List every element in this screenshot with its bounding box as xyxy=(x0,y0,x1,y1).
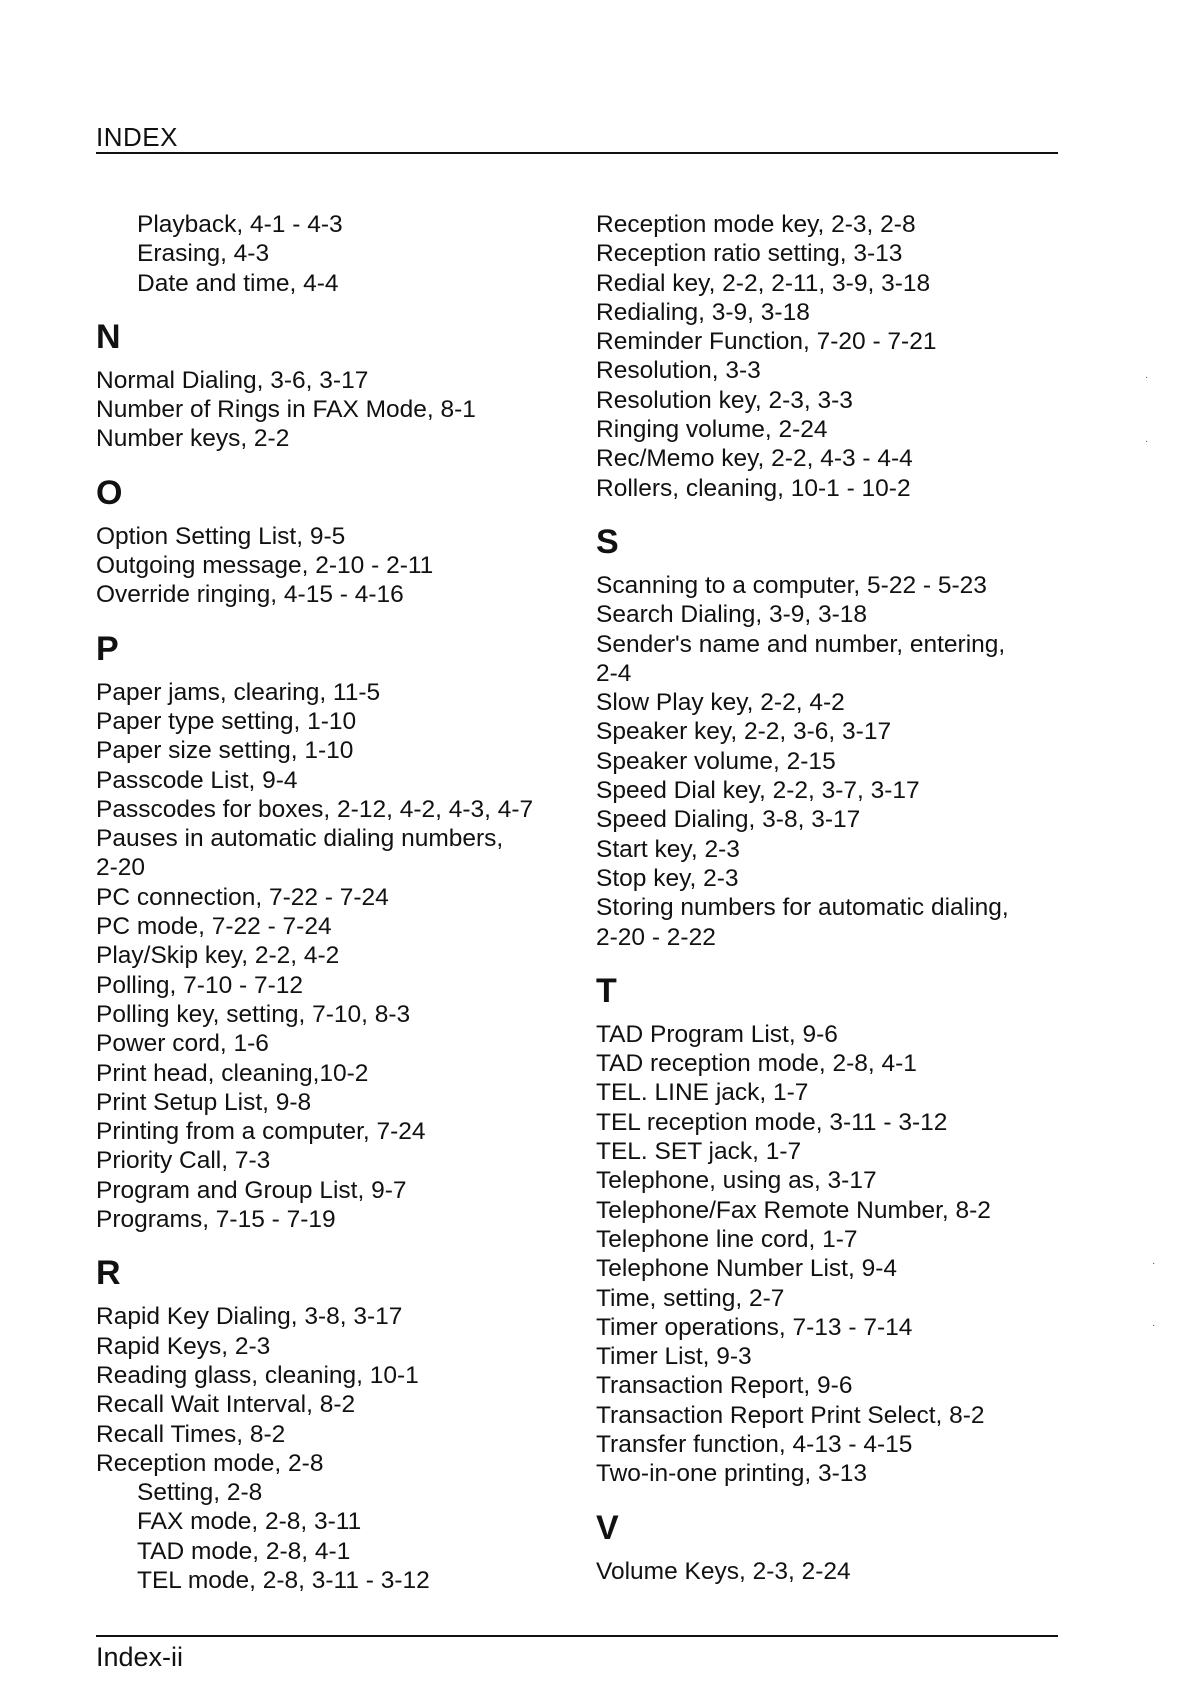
index-entry: Option Setting List, 9-5 xyxy=(96,522,346,550)
index-entry: Printing from a computer, 7-24 xyxy=(96,1118,426,1146)
index-entry: Search Dialing, 3-9, 3-18 xyxy=(596,601,868,629)
index-column-right xyxy=(596,210,1066,1586)
index-entry: Storing numbers for automatic dialing, xyxy=(596,894,1009,922)
index-entry: PC mode, 7-22 - 7-24 xyxy=(96,913,332,941)
index-entry: Speed Dial key, 2-2, 3-7, 3-17 xyxy=(596,777,920,805)
index-entry: TAD reception mode, 2-8, 4-1 xyxy=(596,1050,917,1078)
index-entry: Reading glass, cleaning, 10-1 xyxy=(96,1361,419,1389)
index-entry: TEL mode, 2-8, 3-11 - 3-12 xyxy=(137,1566,430,1594)
index-entry: Setting, 2-8 xyxy=(137,1479,263,1507)
section-letter-o: O xyxy=(96,473,123,512)
index-entry: Outgoing message, 2-10 - 2-11 xyxy=(96,552,434,580)
scan-mark: · xyxy=(1145,372,1149,383)
index-entry: Scanning to a computer, 5-22 - 5-23 xyxy=(596,571,987,599)
scan-mark: · xyxy=(1145,436,1149,447)
index-entry: Play/Skip key, 2-2, 4-2 xyxy=(96,942,340,970)
index-column-left xyxy=(96,210,576,1595)
index-entry: Playback, 4-1 - 4-3 xyxy=(137,211,343,238)
index-entry: Power cord, 1-6 xyxy=(96,1030,269,1058)
index-entry: Number of Rings in FAX Mode, 8-1 xyxy=(96,396,476,424)
index-entry: Override ringing, 4-15 - 4-16 xyxy=(96,581,404,609)
index-entry: Rollers, cleaning, 10-1 - 10-2 xyxy=(596,474,911,502)
index-entry: TAD mode, 2-8, 4-1 xyxy=(137,1537,351,1565)
index-entry: PC connection, 7-22 - 7-24 xyxy=(96,883,389,911)
index-entry: Normal Dialing, 3-6, 3-17 xyxy=(96,366,369,394)
index-entry: Programs, 7-15 - 7-19 xyxy=(96,1206,336,1234)
section-letter-n: N xyxy=(96,317,121,356)
index-entry: Slow Play key, 2-2, 4-2 xyxy=(596,689,845,717)
index-entry: Redialing, 3-9, 3-18 xyxy=(596,298,810,326)
index-entry: Paper type setting, 1-10 xyxy=(96,707,357,735)
index-entry: Erasing, 4-3 xyxy=(137,240,270,268)
index-entry: Pauses in automatic dialing numbers, xyxy=(96,825,504,853)
index-entry: Telephone, using as, 3-17 xyxy=(596,1167,877,1195)
index-entry: Timer List, 9-3 xyxy=(596,1343,752,1371)
index-entry: Passcodes for boxes, 2-12, 4-2, 4-3, 4-7 xyxy=(96,795,534,823)
index-entry: Date and time, 4-4 xyxy=(137,269,339,297)
index-entry: Transfer function, 4-13 - 4-15 xyxy=(596,1430,913,1458)
index-entry: 2-4 xyxy=(596,659,632,687)
index-entry: Reception ratio setting, 3-13 xyxy=(596,240,903,268)
index-entry: Print Setup List, 9-8 xyxy=(96,1088,312,1116)
index-entry: Paper size setting, 1-10 xyxy=(96,737,354,765)
index-entry: Ringing volume, 2-24 xyxy=(596,416,828,444)
index-entry: Start key, 2-3 xyxy=(596,835,740,863)
section-letter-r: R xyxy=(96,1254,121,1293)
index-entry: Print head, cleaning,10-2 xyxy=(96,1059,369,1087)
index-entry: 2-20 xyxy=(96,854,146,882)
index-entry: Rapid Key Dialing, 3-8, 3-17 xyxy=(96,1303,403,1331)
index-entry: Resolution, 3-3 xyxy=(596,357,761,385)
index-entry: TEL reception mode, 3-11 - 3-12 xyxy=(596,1108,948,1136)
index-entry: Two-in-one printing, 3-13 xyxy=(596,1460,868,1488)
index-entry: TEL. LINE jack, 1-7 xyxy=(596,1079,809,1107)
index-entry: Polling key, setting, 7-10, 8-3 xyxy=(96,1000,411,1028)
index-entry: Resolution key, 2-3, 3-3 xyxy=(596,386,853,414)
page-footer-label: Index-ii xyxy=(96,1642,184,1672)
index-entry: Telephone/Fax Remote Number, 8-2 xyxy=(596,1196,991,1224)
index-entry: Volume Keys, 2-3, 2-24 xyxy=(596,1557,851,1585)
index-entry: 2-20 - 2-22 xyxy=(596,923,716,951)
index-entry: Number keys, 2-2 xyxy=(96,425,290,453)
header-rule xyxy=(96,152,1058,154)
index-entry: FAX mode, 2-8, 3-11 xyxy=(137,1508,362,1536)
index-entry: Speaker key, 2-2, 3-6, 3-17 xyxy=(596,718,892,746)
index-entry: Speed Dialing, 3-8, 3-17 xyxy=(596,806,861,834)
scan-mark: · xyxy=(1152,1258,1156,1269)
index-entry: Rapid Keys, 2-3 xyxy=(96,1332,271,1360)
index-entry: TEL. SET jack, 1-7 xyxy=(596,1138,802,1166)
index-entry: Telephone line cord, 1-7 xyxy=(596,1225,858,1253)
footer-rule xyxy=(96,1635,1058,1637)
index-entry: Time, setting, 2-7 xyxy=(596,1284,785,1312)
index-entry: Sender's name and number, entering, xyxy=(596,630,1006,658)
index-entry: Rec/Memo key, 2-2, 4-3 - 4-4 xyxy=(596,445,913,473)
index-entry: Program and Group List, 9-7 xyxy=(96,1176,407,1204)
index-entry: Reception mode key, 2-3, 2-8 xyxy=(596,211,916,238)
index-entry: Speaker volume, 2-15 xyxy=(596,747,836,775)
page-title: INDEX xyxy=(96,122,178,152)
index-entry: Priority Call, 7-3 xyxy=(96,1147,271,1175)
section-letter-s: S xyxy=(596,522,619,561)
index-entry: Passcode List, 9-4 xyxy=(96,766,298,794)
section-letter-v: V xyxy=(596,1508,619,1547)
index-entry: Transaction Report Print Select, 8-2 xyxy=(596,1401,985,1429)
index-entry: Recall Times, 8-2 xyxy=(96,1420,286,1448)
index-entry: Polling, 7-10 - 7-12 xyxy=(96,971,304,999)
index-entry: Stop key, 2-3 xyxy=(596,864,739,892)
index-entry: Transaction Report, 9-6 xyxy=(596,1372,853,1400)
scan-mark: · xyxy=(1152,1320,1156,1331)
index-entry: TAD Program List, 9-6 xyxy=(596,1020,838,1048)
index-entry: Reminder Function, 7-20 - 7-21 xyxy=(596,328,937,356)
index-entry: Paper jams, clearing, 11-5 xyxy=(96,678,381,706)
section-letter-t: T xyxy=(596,971,617,1010)
index-entry: Redial key, 2-2, 2-11, 3-9, 3-18 xyxy=(596,269,931,297)
index-entry: Recall Wait Interval, 8-2 xyxy=(96,1391,356,1419)
index-entry: Timer operations, 7-13 - 7-14 xyxy=(596,1313,913,1341)
index-entry: Reception mode, 2-8 xyxy=(96,1449,324,1477)
index-entry: Telephone Number List, 9-4 xyxy=(596,1255,897,1283)
section-letter-p: P xyxy=(96,629,119,668)
